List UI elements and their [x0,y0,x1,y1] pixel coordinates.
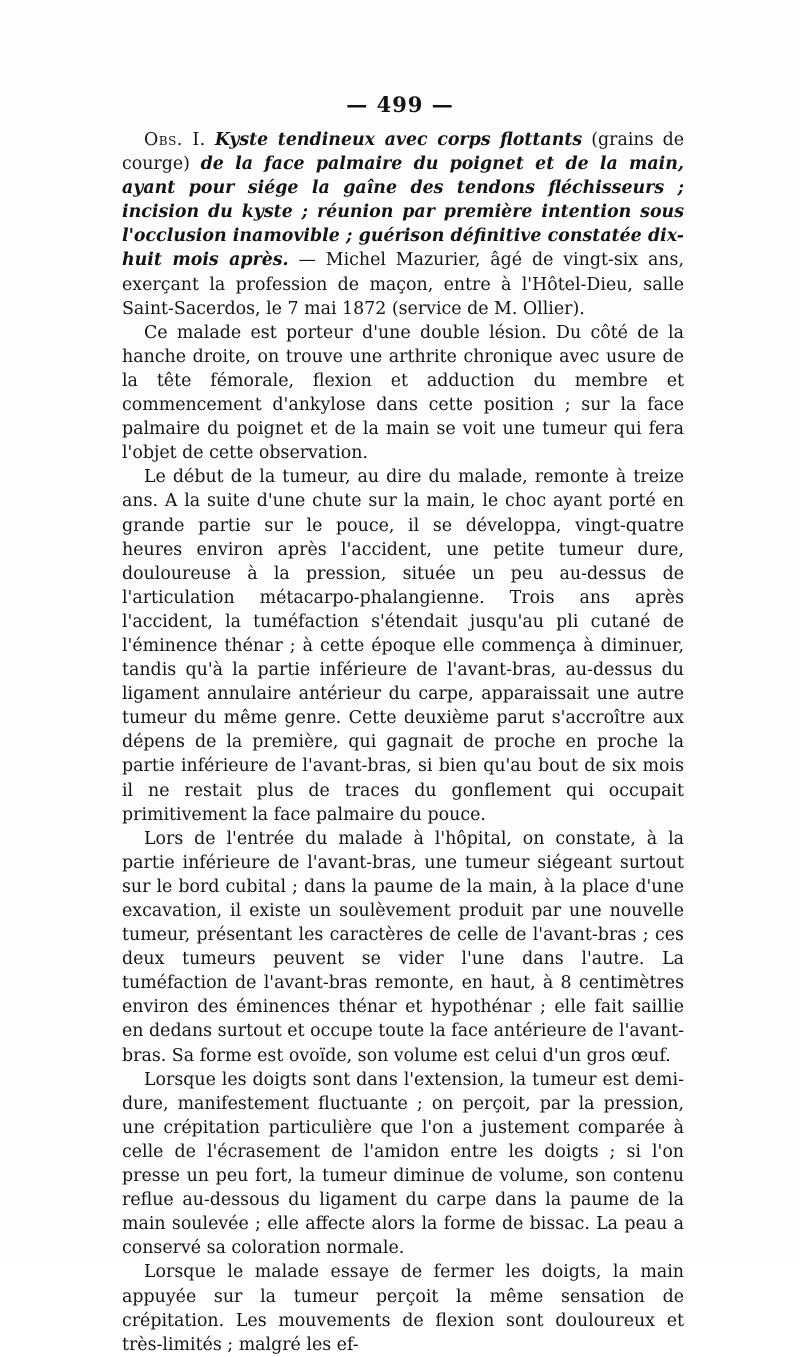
observation-title-part1: Kyste tendineux avec corps flottants [214,130,583,150]
paragraph-4: Lorsque les doigts sont dans l'extension, la tumeur est demi-dure, manifestement fluctuante ; on perçoit, par la pression, une crépitation particulière que l'on a justement comparée à celle de l'écrasement de l'amidon entre les doigts ; si l'on presse un peu fort, la tumeur diminue de volume, son contenu reflue au-dessous du ligament du carpe dans la paume de la main soulevée ; elle affecte alors la forme de bissac. La peau a conservé sa coloration normale. [122,1069,684,1259]
observation-intro: — Michel Mazurier, âgé de vingt-six ans, exerçant la profession de maçon, entre à l'Hôtel-Dieu, salle Saint-Sacerdos, le 7 mai 1872 (service de M. Ollier). [122,250,685,319]
page-body [122,128,684,1357]
observation-label: Obs. I. [144,130,206,150]
paragraph-5: Lorsque le malade essaye de fermer les doigts, la main appuyée sur la tumeur perçoit la même sensation de crépitation. Les mouvements de flexion sont douloureux et très-limités ; malgré les ef- [122,1262,684,1355]
observation-title-paren: (grains de courge) [122,130,685,175]
observation-title-part2: de la face palmaire du poignet et de la main, ayant pour siége la gaîne des tendons fléchisseurs ; incision du kyste ; réunion par première intention sous l'occlusion inamovible ; guérison définitive constatée dix-huit mois après. [122,154,684,271]
page-number: — 499 — [346,92,454,117]
paragraph-3: Lors de l'entrée du malade à l'hôpital, on constate, à la partie inférieure de l'avant-bras, une tumeur siégeant surtout sur le bord cubital ; dans la paume de la main, à la place d'une excavation, il existe un soulèvement produit par une nouvelle tumeur, présentant les caractères de celle de l'avant-bras ; ces deux tumeurs peuvent se vider l'une dans l'autre. La tuméfaction de l'avant-bras remonte, en haut, à 8 centimètres environ des éminences thénar et hypothénar ; elle fait saillie en dedans surtout et occupe toute la face antérieure de l'avant-bras. Sa forme est ovoïde, son volume est celui d'un gros œuf. [122,828,684,1066]
paragraph-1: Ce malade est porteur d'une double lésion. Du côté de la hanche droite, on trouve une arthrite chronique avec usure de la tête fémorale, flexion et adduction du membre et commencement d'ankylose dans cette position ; sur la face palmaire du poignet et de la main se voit une tumeur qui fera l'objet de cette observation. [122,322,684,464]
paragraph-2: Le début de la tumeur, au dire du malade, remonte à treize ans. A la suite d'une chute sur la main, le choc ayant porté en grande partie sur le pouce, il se développa, vingt-quatre heures environ après l'accident, une petite tumeur dure, douloureuse à la pression, située un peu au-dessus de l'articulation métacarpo-phalangienne. Trois ans après l'accident, la tuméfaction s'étendait jusqu'au pli cutané de l'éminence thénar ; à cette époque elle commença à diminuer, tandis qu'à la partie inférieure de l'avant-bras, au-dessus du ligament annulaire antérieur du carpe, apparaissait une autre tumeur du même genre. Cette deuxième parut s'accroître aux dépens de la première, qui gagnait de proche en proche la partie inférieure de l'avant-bras, si bien qu'au bout de six mois il ne restait plus de traces du gonflement qui occupait primitivement la face palmaire du pouce. [122,467,684,825]
observation-heading-paragraph [122,128,684,321]
